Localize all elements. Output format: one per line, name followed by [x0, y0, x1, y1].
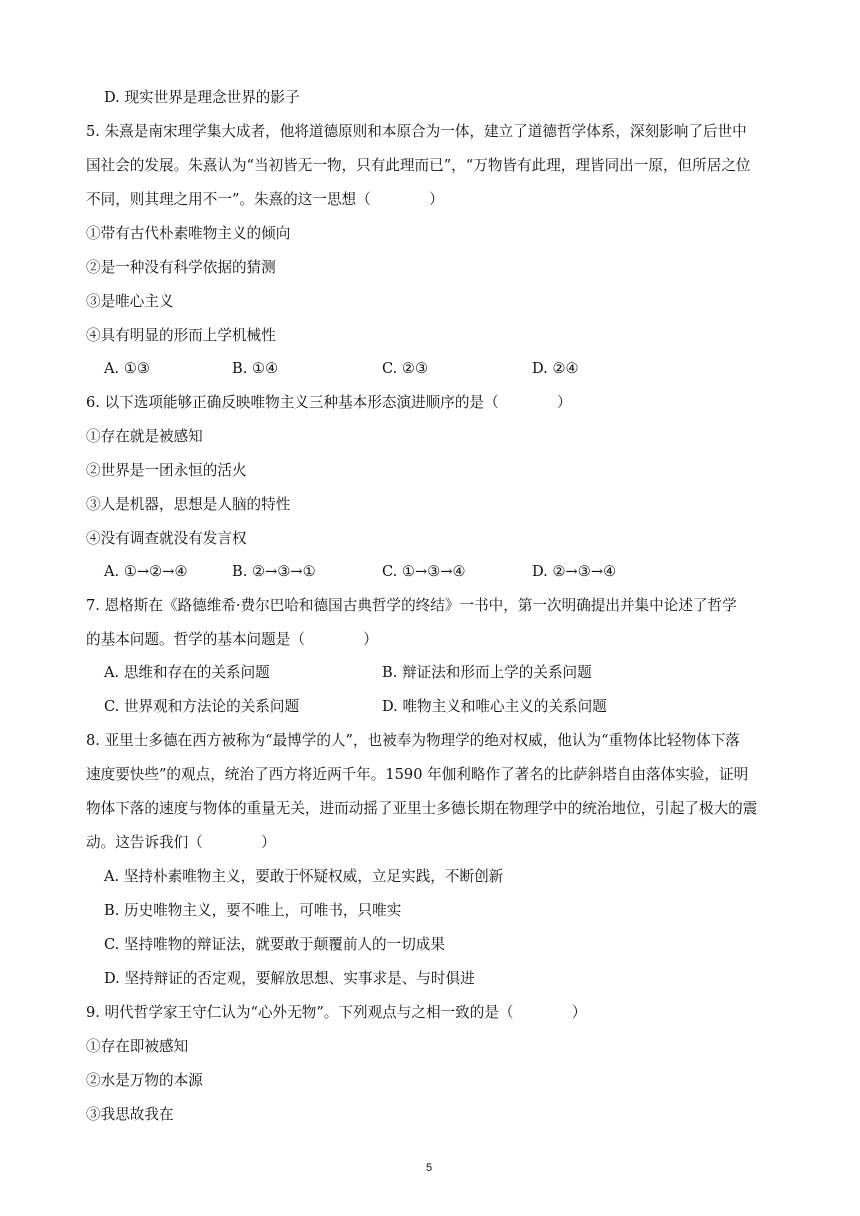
- q8-option-b: B. 历史唯物主义，要不唯上，可唯书，只唯实: [104, 902, 402, 919]
- q5-stem-line-3: 不同，则其理之用不一”。朱熹的这一思想（ ）: [86, 191, 444, 208]
- q9-stem: 9. 明代哲学家王守仁认为“心外无物”。下列观点与之相一致的是（ ）: [86, 1004, 587, 1021]
- q6-option-a: A. ①→②→④: [104, 563, 188, 580]
- q5-statement-3: ③是唯心主义: [86, 293, 174, 310]
- q8-option-d: D. 坚持辩证的否定观，要解放思想、实事求是、与时俱进: [104, 970, 475, 987]
- q5-statement-2: ②是一种没有科学依据的猜测: [86, 259, 276, 276]
- q6-option-d: D. ②→③→④: [532, 563, 617, 580]
- q5-stem-line-1: 5. 朱熹是南宋理学集大成者，他将道德原则和本原合为一体，建立了道德哲学体系，深刻影响了后世中: [86, 123, 747, 140]
- q5-option-b: B. ①④: [232, 360, 279, 377]
- q8-option-c: C. 坚持唯物的辩证法，就要敢于颠覆前人的一切成果: [104, 936, 445, 953]
- q9-statement-3: ③我思故我在: [86, 1106, 174, 1123]
- q8-stem-line-3: 物体下落的速度与物体的重量无关，进而动摇了亚里士多德长期在物理学中的统治地位，引起了极大的震: [86, 800, 758, 817]
- q8-stem-line-1: 8. 亚里士多德在西方被称为“最博学的人”，也被奉为物理学的绝对权威，他认为“重物体比轻物体下落: [86, 732, 740, 749]
- q6-statement-2: ②世界是一团永恒的活火: [86, 462, 247, 479]
- q6-statement-3: ③人是机器，思想是人脑的特性: [86, 496, 291, 513]
- q6-stem: 6. 以下选项能够正确反映唯物主义三种基本形态演进顺序的是（ ）: [86, 394, 572, 411]
- q9-statement-2: ②水是万物的本源: [86, 1072, 203, 1089]
- q5-option-a: A. ①③: [104, 360, 150, 377]
- q6-option-c: C. ①→③→④: [382, 563, 466, 580]
- q7-option-c: C. 世界观和方法论的关系问题: [104, 698, 300, 715]
- q5-statement-1: ①带有古代朴素唯物主义的倾向: [86, 225, 291, 242]
- q8-stem-line-2: 速度要快些”的观点，统治了西方将近两千年。1590 年伽利略作了著名的比萨斜塔自由落体实验，证明: [86, 766, 749, 783]
- q6-statement-4: ④没有调查就没有发言权: [86, 530, 247, 547]
- q8-option-a: A. 坚持朴素唯物主义，要敢于怀疑权威，立足实践，不断创新: [104, 868, 504, 885]
- q7-option-b: B. 辩证法和形而上学的关系问题: [382, 664, 592, 681]
- q4-option-d: D. 现实世界是理念世界的影子: [104, 89, 300, 106]
- q9-statement-1: ①存在即被感知: [86, 1038, 189, 1055]
- q7-option-a: A. 思维和存在的关系问题: [104, 664, 270, 681]
- page-number: 5: [426, 1162, 433, 1174]
- q5-option-d: D. ②④: [532, 360, 579, 377]
- q6-statement-1: ①存在就是被感知: [86, 428, 203, 445]
- q5-option-c: C. ②③: [382, 360, 429, 377]
- q5-statement-4: ④具有明显的形而上学机械性: [86, 327, 276, 344]
- q5-stem-line-2: 国社会的发展。朱熹认为“当初皆无一物，只有此理而已”，“万物皆有此理，理皆同出一原，但所居之位: [86, 157, 751, 174]
- q7-stem-line-2: 的基本问题。哲学的基本问题是（ ）: [86, 631, 378, 648]
- q8-stem-line-4: 动。这告诉我们（ ）: [86, 834, 276, 851]
- q7-stem-line-1: 7. 恩格斯在《路德维希·费尔巴哈和德国古典哲学的终结》一书中，第一次明确提出并集中论述了哲学: [86, 597, 737, 614]
- q6-option-b: B. ②→③→①: [232, 563, 316, 580]
- q7-option-d: D. 唯物主义和唯心主义的关系问题: [382, 698, 607, 715]
